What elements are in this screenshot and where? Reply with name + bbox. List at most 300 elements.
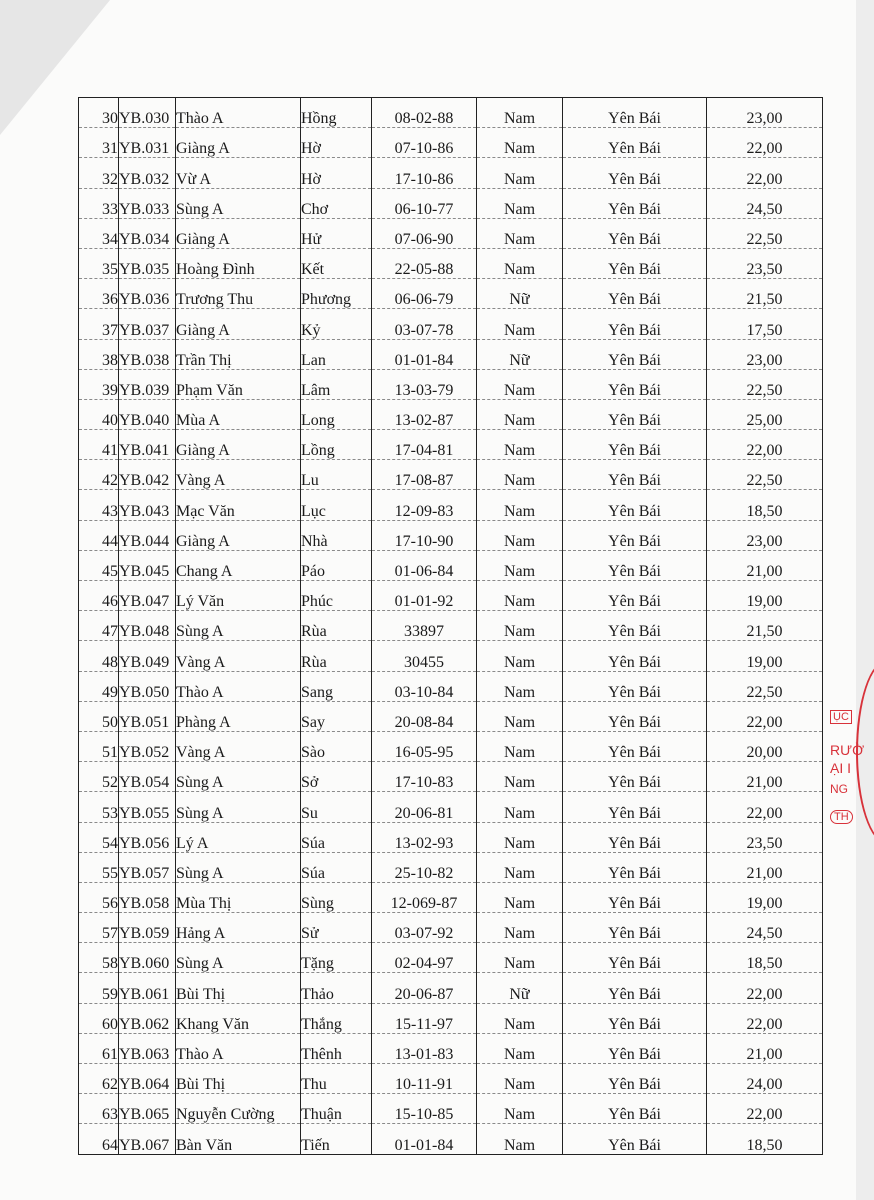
given-name-cell: Sử — [301, 913, 372, 943]
given-name-cell: Tiến — [301, 1124, 372, 1154]
date-of-birth-cell: 33897 — [372, 611, 477, 641]
candidate-code-cell: YB.043 — [119, 490, 176, 520]
hometown-cell: Yên Bái — [563, 188, 707, 218]
hometown-cell: Yên Bái — [563, 581, 707, 611]
family-middle-name-cell: Sùng A — [176, 792, 301, 822]
gender-cell: Nam — [477, 701, 563, 731]
date-of-birth-cell: 13-01-83 — [372, 1033, 477, 1063]
score-cell: 21,00 — [707, 1033, 823, 1063]
table-row — [79, 701, 823, 731]
candidate-code-cell: YB.042 — [119, 460, 176, 490]
row-number-cell: 41 — [79, 430, 119, 460]
score-cell: 22,50 — [707, 671, 823, 701]
candidate-code-cell: YB.041 — [119, 430, 176, 460]
hometown-cell: Yên Bái — [563, 852, 707, 882]
table-row — [79, 279, 823, 309]
candidate-code-cell: YB.051 — [119, 701, 176, 731]
given-name-cell: Rùa — [301, 611, 372, 641]
date-of-birth-cell: 30455 — [372, 641, 477, 671]
row-number-cell: 50 — [79, 701, 119, 731]
candidate-code-cell: YB.037 — [119, 309, 176, 339]
table-row — [79, 882, 823, 912]
candidate-code-cell: YB.030 — [119, 98, 176, 128]
date-of-birth-cell: 17-10-83 — [372, 762, 477, 792]
hometown-cell: Yên Bái — [563, 158, 707, 188]
hometown-cell: Yên Bái — [563, 822, 707, 852]
candidate-code-cell: YB.040 — [119, 399, 176, 429]
family-middle-name-cell: Trương Thu — [176, 279, 301, 309]
date-of-birth-cell: 22-05-88 — [372, 248, 477, 278]
gender-cell: Nam — [477, 611, 563, 641]
hometown-cell: Yên Bái — [563, 792, 707, 822]
given-name-cell: Nhà — [301, 520, 372, 550]
hometown-cell: Yên Bái — [563, 218, 707, 248]
score-cell: 19,00 — [707, 581, 823, 611]
hometown-cell: Yên Bái — [563, 611, 707, 641]
table-row — [79, 339, 823, 369]
candidate-code-cell: YB.055 — [119, 792, 176, 822]
table-row — [79, 731, 823, 761]
candidate-code-cell: YB.045 — [119, 550, 176, 580]
score-cell: 23,00 — [707, 98, 823, 128]
candidate-code-cell: YB.061 — [119, 973, 176, 1003]
given-name-cell: Lồng — [301, 430, 372, 460]
family-middle-name-cell: Sùng A — [176, 188, 301, 218]
given-name-cell: Rùa — [301, 641, 372, 671]
hometown-cell: Yên Bái — [563, 1064, 707, 1094]
table-row — [79, 550, 823, 580]
table-row — [79, 973, 823, 1003]
row-number-cell: 43 — [79, 490, 119, 520]
score-cell: 22,50 — [707, 218, 823, 248]
gender-cell: Nam — [477, 369, 563, 399]
table-row — [79, 762, 823, 792]
hometown-cell: Yên Bái — [563, 1124, 707, 1154]
date-of-birth-cell: 20-06-87 — [372, 973, 477, 1003]
candidate-code-cell: YB.032 — [119, 158, 176, 188]
candidate-code-cell: YB.054 — [119, 762, 176, 792]
candidate-code-cell: YB.039 — [119, 369, 176, 399]
table-row — [79, 1094, 823, 1124]
date-of-birth-cell: 20-06-81 — [372, 792, 477, 822]
candidate-code-cell: YB.064 — [119, 1064, 176, 1094]
given-name-cell: Thắng — [301, 1003, 372, 1033]
row-number-cell: 53 — [79, 792, 119, 822]
candidate-code-cell: YB.056 — [119, 822, 176, 852]
date-of-birth-cell: 07-10-86 — [372, 128, 477, 158]
gender-cell: Nam — [477, 943, 563, 973]
candidate-code-cell: YB.050 — [119, 671, 176, 701]
table-row — [79, 218, 823, 248]
gender-cell: Nam — [477, 1094, 563, 1124]
gender-cell: Nam — [477, 128, 563, 158]
given-name-cell: Su — [301, 792, 372, 822]
date-of-birth-cell: 15-11-97 — [372, 1003, 477, 1033]
row-number-cell: 37 — [79, 309, 119, 339]
family-middle-name-cell: Giàng A — [176, 430, 301, 460]
given-name-cell: Lan — [301, 339, 372, 369]
row-number-cell: 60 — [79, 1003, 119, 1033]
score-cell: 21,50 — [707, 279, 823, 309]
hometown-cell: Yên Bái — [563, 460, 707, 490]
given-name-cell: Thuận — [301, 1094, 372, 1124]
candidate-code-cell: YB.047 — [119, 581, 176, 611]
row-number-cell: 52 — [79, 762, 119, 792]
table-row — [79, 641, 823, 671]
candidate-code-cell: YB.034 — [119, 218, 176, 248]
row-number-cell: 36 — [79, 279, 119, 309]
row-number-cell: 42 — [79, 460, 119, 490]
hometown-cell: Yên Bái — [563, 339, 707, 369]
row-number-cell: 51 — [79, 731, 119, 761]
candidate-code-cell: YB.048 — [119, 611, 176, 641]
score-cell: 22,00 — [707, 158, 823, 188]
family-middle-name-cell: Sùng A — [176, 943, 301, 973]
candidate-code-cell: YB.036 — [119, 279, 176, 309]
gender-cell: Nam — [477, 248, 563, 278]
row-number-cell: 57 — [79, 913, 119, 943]
given-name-cell: Hờ — [301, 158, 372, 188]
given-name-cell: Kỷ — [301, 309, 372, 339]
row-number-cell: 39 — [79, 369, 119, 399]
given-name-cell: Thênh — [301, 1033, 372, 1063]
gender-cell: Nam — [477, 399, 563, 429]
table-row — [79, 430, 823, 460]
score-cell: 18,50 — [707, 943, 823, 973]
score-cell: 21,00 — [707, 852, 823, 882]
date-of-birth-cell: 03-07-78 — [372, 309, 477, 339]
table-row — [79, 611, 823, 641]
stamp-text: ẠI I — [830, 760, 852, 776]
hometown-cell: Yên Bái — [563, 248, 707, 278]
hometown-cell: Yên Bái — [563, 641, 707, 671]
gender-cell: Nam — [477, 913, 563, 943]
given-name-cell: Hử — [301, 218, 372, 248]
family-middle-name-cell: Chang A — [176, 550, 301, 580]
score-cell: 22,00 — [707, 973, 823, 1003]
candidate-code-cell: YB.062 — [119, 1003, 176, 1033]
table-row — [79, 309, 823, 339]
table-row — [79, 188, 823, 218]
row-number-cell: 30 — [79, 98, 119, 128]
gender-cell: Nam — [477, 882, 563, 912]
date-of-birth-cell: 13-02-93 — [372, 822, 477, 852]
score-cell: 22,00 — [707, 792, 823, 822]
score-cell: 24,00 — [707, 1064, 823, 1094]
row-number-cell: 48 — [79, 641, 119, 671]
given-name-cell: Súa — [301, 852, 372, 882]
row-number-cell: 58 — [79, 943, 119, 973]
hometown-cell: Yên Bái — [563, 671, 707, 701]
page-edge — [856, 0, 874, 1200]
gender-cell: Nam — [477, 520, 563, 550]
row-number-cell: 40 — [79, 399, 119, 429]
given-name-cell: Hồng — [301, 98, 372, 128]
table-row — [79, 460, 823, 490]
score-cell: 18,50 — [707, 1124, 823, 1154]
table-row — [79, 913, 823, 943]
hometown-cell: Yên Bái — [563, 762, 707, 792]
score-cell: 22,00 — [707, 430, 823, 460]
score-cell: 23,50 — [707, 822, 823, 852]
gender-cell: Nam — [477, 852, 563, 882]
gender-cell: Nam — [477, 1033, 563, 1063]
family-middle-name-cell: Bùi Thị — [176, 973, 301, 1003]
gender-cell: Nữ — [477, 339, 563, 369]
date-of-birth-cell: 12-09-83 — [372, 490, 477, 520]
hometown-cell: Yên Bái — [563, 520, 707, 550]
score-cell: 19,00 — [707, 641, 823, 671]
hometown-cell: Yên Bái — [563, 98, 707, 128]
hometown-cell: Yên Bái — [563, 943, 707, 973]
given-name-cell: Thảo — [301, 973, 372, 1003]
candidate-code-cell: YB.067 — [119, 1124, 176, 1154]
score-cell: 18,50 — [707, 490, 823, 520]
row-number-cell: 45 — [79, 550, 119, 580]
row-number-cell: 54 — [79, 822, 119, 852]
candidate-code-cell: YB.035 — [119, 248, 176, 278]
given-name-cell: Hờ — [301, 128, 372, 158]
table-row — [79, 1124, 823, 1154]
hometown-cell: Yên Bái — [563, 550, 707, 580]
date-of-birth-cell: 13-02-87 — [372, 399, 477, 429]
date-of-birth-cell: 01-06-84 — [372, 550, 477, 580]
family-middle-name-cell: Bàn Văn — [176, 1124, 301, 1154]
row-number-cell: 33 — [79, 188, 119, 218]
gender-cell: Nam — [477, 218, 563, 248]
gender-cell: Nam — [477, 762, 563, 792]
gender-cell: Nam — [477, 490, 563, 520]
family-middle-name-cell: Thào A — [176, 1033, 301, 1063]
date-of-birth-cell: 15-10-85 — [372, 1094, 477, 1124]
date-of-birth-cell: 20-08-84 — [372, 701, 477, 731]
family-middle-name-cell: Hoàng Đình — [176, 248, 301, 278]
table-row — [79, 1064, 823, 1094]
candidate-code-cell: YB.063 — [119, 1033, 176, 1063]
table-row — [79, 852, 823, 882]
gender-cell: Nam — [477, 188, 563, 218]
date-of-birth-cell: 06-06-79 — [372, 279, 477, 309]
hometown-cell: Yên Bái — [563, 490, 707, 520]
given-name-cell: Long — [301, 399, 372, 429]
table-row — [79, 98, 823, 128]
gender-cell: Nữ — [477, 973, 563, 1003]
hometown-cell: Yên Bái — [563, 1094, 707, 1124]
table-row — [79, 520, 823, 550]
given-name-cell: Sùng — [301, 882, 372, 912]
table-row — [79, 128, 823, 158]
gender-cell: Nam — [477, 309, 563, 339]
date-of-birth-cell: 03-10-84 — [372, 671, 477, 701]
given-name-cell: Phúc — [301, 581, 372, 611]
table-row — [79, 369, 823, 399]
row-number-cell: 46 — [79, 581, 119, 611]
date-of-birth-cell: 25-10-82 — [372, 852, 477, 882]
date-of-birth-cell: 17-10-86 — [372, 158, 477, 188]
hometown-cell: Yên Bái — [563, 128, 707, 158]
given-name-cell: Sang — [301, 671, 372, 701]
given-name-cell: Lu — [301, 460, 372, 490]
hometown-cell: Yên Bái — [563, 309, 707, 339]
table-row — [79, 399, 823, 429]
family-middle-name-cell: Sùng A — [176, 611, 301, 641]
family-middle-name-cell: Khang Văn — [176, 1003, 301, 1033]
date-of-birth-cell: 07-06-90 — [372, 218, 477, 248]
row-number-cell: 59 — [79, 973, 119, 1003]
stamp-text: NG — [830, 782, 848, 796]
date-of-birth-cell: 08-02-88 — [372, 98, 477, 128]
family-middle-name-cell: Vàng A — [176, 641, 301, 671]
row-number-cell: 56 — [79, 882, 119, 912]
family-middle-name-cell: Thào A — [176, 98, 301, 128]
date-of-birth-cell: 17-10-90 — [372, 520, 477, 550]
family-middle-name-cell: Phạm Văn — [176, 369, 301, 399]
gender-cell: Nam — [477, 671, 563, 701]
score-cell: 22,00 — [707, 1094, 823, 1124]
row-number-cell: 64 — [79, 1124, 119, 1154]
given-name-cell: Lâm — [301, 369, 372, 399]
table-row — [79, 943, 823, 973]
row-number-cell: 34 — [79, 218, 119, 248]
hometown-cell: Yên Bái — [563, 399, 707, 429]
row-number-cell: 31 — [79, 128, 119, 158]
hometown-cell: Yên Bái — [563, 973, 707, 1003]
given-name-cell: Chơ — [301, 188, 372, 218]
table-row — [79, 822, 823, 852]
gender-cell: Nam — [477, 822, 563, 852]
row-number-cell: 32 — [79, 158, 119, 188]
stamp-text: RƯỜ — [830, 742, 865, 758]
row-number-cell: 63 — [79, 1094, 119, 1124]
hometown-cell: Yên Bái — [563, 913, 707, 943]
candidate-code-cell: YB.044 — [119, 520, 176, 550]
score-cell: 21,00 — [707, 550, 823, 580]
row-number-cell: 35 — [79, 248, 119, 278]
given-name-cell: Páo — [301, 550, 372, 580]
family-middle-name-cell: Lý A — [176, 822, 301, 852]
hometown-cell: Yên Bái — [563, 731, 707, 761]
date-of-birth-cell: 17-08-87 — [372, 460, 477, 490]
gender-cell: Nam — [477, 792, 563, 822]
score-cell: 19,00 — [707, 882, 823, 912]
row-number-cell: 44 — [79, 520, 119, 550]
candidate-code-cell: YB.052 — [119, 731, 176, 761]
hometown-cell: Yên Bái — [563, 701, 707, 731]
date-of-birth-cell: 01-01-84 — [372, 1124, 477, 1154]
row-number-cell: 55 — [79, 852, 119, 882]
given-name-cell: Sào — [301, 731, 372, 761]
family-middle-name-cell: Bùi Thị — [176, 1064, 301, 1094]
score-cell: 21,00 — [707, 762, 823, 792]
family-middle-name-cell: Mùa Thị — [176, 882, 301, 912]
score-cell: 22,00 — [707, 1003, 823, 1033]
candidate-code-cell: YB.031 — [119, 128, 176, 158]
stamp-text: ỤC — [830, 710, 852, 724]
family-middle-name-cell: Thào A — [176, 671, 301, 701]
date-of-birth-cell: 17-04-81 — [372, 430, 477, 460]
score-cell: 22,50 — [707, 460, 823, 490]
family-middle-name-cell: Phàng A — [176, 701, 301, 731]
family-middle-name-cell: Nguyễn Cường — [176, 1094, 301, 1124]
family-middle-name-cell: Giàng A — [176, 520, 301, 550]
family-middle-name-cell: Vừ A — [176, 158, 301, 188]
gender-cell: Nam — [477, 98, 563, 128]
gender-cell: Nam — [477, 550, 563, 580]
gender-cell: Nam — [477, 460, 563, 490]
red-seal-stamp — [826, 660, 874, 840]
score-cell: 22,00 — [707, 701, 823, 731]
date-of-birth-cell: 10-11-91 — [372, 1064, 477, 1094]
given-name-cell: Súa — [301, 822, 372, 852]
date-of-birth-cell: 06-10-77 — [372, 188, 477, 218]
family-middle-name-cell: Giàng A — [176, 309, 301, 339]
row-number-cell: 47 — [79, 611, 119, 641]
date-of-birth-cell: 13-03-79 — [372, 369, 477, 399]
family-middle-name-cell: Sùng A — [176, 852, 301, 882]
family-middle-name-cell: Giàng A — [176, 128, 301, 158]
hometown-cell: Yên Bái — [563, 882, 707, 912]
gender-cell: Nam — [477, 1124, 563, 1154]
table-row — [79, 671, 823, 701]
score-cell: 22,00 — [707, 128, 823, 158]
given-name-cell: Thu — [301, 1064, 372, 1094]
gender-cell: Nữ — [477, 279, 563, 309]
hometown-cell: Yên Bái — [563, 1033, 707, 1063]
score-cell: 24,50 — [707, 913, 823, 943]
gender-cell: Nam — [477, 581, 563, 611]
family-middle-name-cell: Mùa A — [176, 399, 301, 429]
hometown-cell: Yên Bái — [563, 430, 707, 460]
given-name-cell: Say — [301, 701, 372, 731]
table-row — [79, 581, 823, 611]
gender-cell: Nam — [477, 641, 563, 671]
row-number-cell: 62 — [79, 1064, 119, 1094]
table-row — [79, 1003, 823, 1033]
gender-cell: Nam — [477, 1003, 563, 1033]
given-name-cell: Sở — [301, 762, 372, 792]
score-cell: 23,00 — [707, 520, 823, 550]
candidate-code-cell: YB.060 — [119, 943, 176, 973]
score-cell: 25,00 — [707, 399, 823, 429]
family-middle-name-cell: Trần Thị — [176, 339, 301, 369]
gender-cell: Nam — [477, 731, 563, 761]
hometown-cell: Yên Bái — [563, 1003, 707, 1033]
candidate-code-cell: YB.059 — [119, 913, 176, 943]
score-cell: 24,50 — [707, 188, 823, 218]
candidate-code-cell: YB.049 — [119, 641, 176, 671]
gender-cell: Nam — [477, 158, 563, 188]
row-number-cell: 49 — [79, 671, 119, 701]
hometown-cell: Yên Bái — [563, 369, 707, 399]
row-number-cell: 38 — [79, 339, 119, 369]
score-cell: 23,00 — [707, 339, 823, 369]
gender-cell: Nam — [477, 1064, 563, 1094]
family-middle-name-cell: Vàng A — [176, 460, 301, 490]
table-row — [79, 158, 823, 188]
given-name-cell: Lục — [301, 490, 372, 520]
candidate-code-cell: YB.033 — [119, 188, 176, 218]
score-cell: 17,50 — [707, 309, 823, 339]
table-row — [79, 248, 823, 278]
family-middle-name-cell: Giàng A — [176, 218, 301, 248]
date-of-birth-cell: 03-07-92 — [372, 913, 477, 943]
date-of-birth-cell: 01-01-92 — [372, 581, 477, 611]
score-cell: 23,50 — [707, 248, 823, 278]
row-number-cell: 61 — [79, 1033, 119, 1063]
date-of-birth-cell: 12-069-87 — [372, 882, 477, 912]
family-middle-name-cell: Vàng A — [176, 731, 301, 761]
candidate-code-cell: YB.065 — [119, 1094, 176, 1124]
